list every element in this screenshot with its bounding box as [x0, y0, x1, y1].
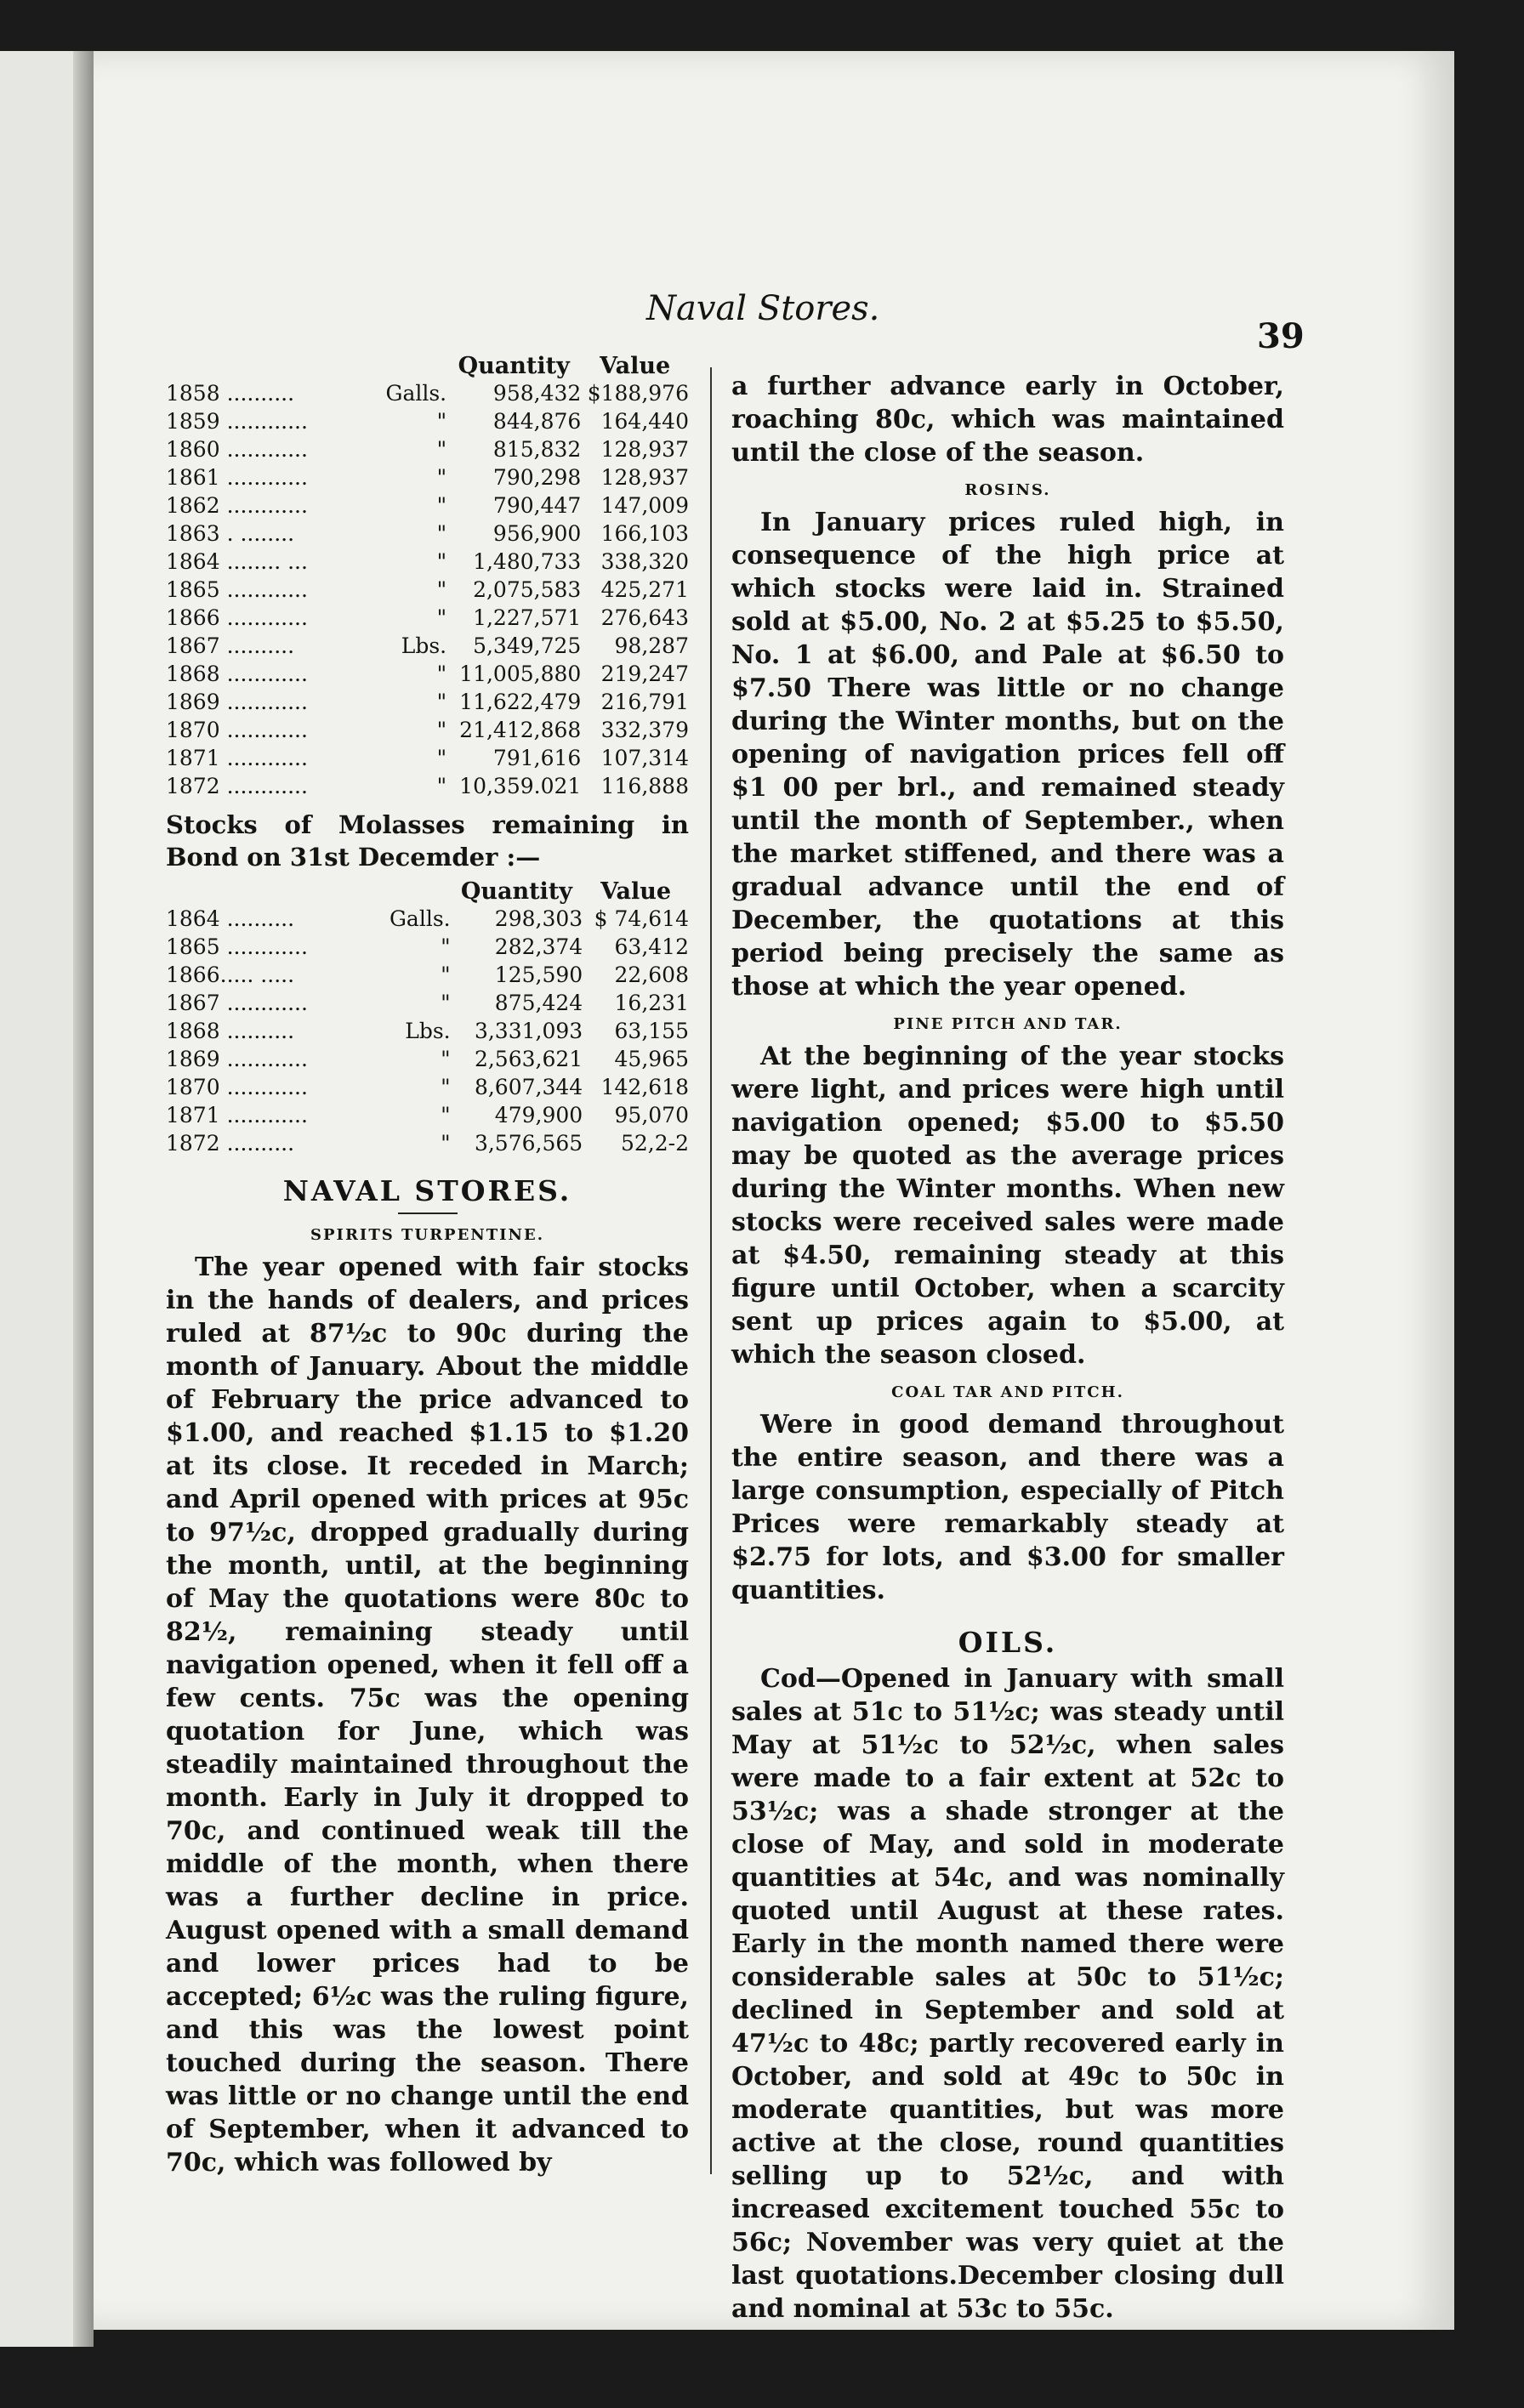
row-quantity: 3,331,093: [474, 1018, 583, 1043]
row-year: 1859 ............: [166, 408, 308, 434]
table-row: [166, 407, 689, 435]
header-year: [166, 353, 385, 379]
table-row: [166, 632, 689, 660]
row-year: 1866 ............: [166, 605, 308, 630]
table-row: [166, 688, 689, 716]
row-value: $188,976: [587, 380, 689, 406]
header-value: Value: [600, 878, 672, 905]
table-row: [166, 660, 689, 688]
page-number: 39: [1257, 316, 1305, 356]
row-quantity: 10,359.021: [459, 773, 582, 798]
row-value: 166,103: [600, 520, 689, 546]
table-row: [166, 1073, 689, 1101]
row-quantity: 1,480,733: [473, 548, 582, 574]
row-unit: ": [441, 934, 451, 959]
row-unit: ": [436, 745, 447, 770]
row-quantity: 11,622,479: [459, 689, 582, 714]
row-quantity: 1,227,571: [473, 605, 582, 630]
row-year: 1862 ............: [166, 492, 308, 518]
row-value: 128,937: [600, 464, 689, 490]
row-value: 52,2-2: [620, 1130, 689, 1156]
table-row: [166, 716, 689, 744]
section-title-oils: OILS.: [958, 1626, 1058, 1659]
row-year: 1869 ............: [166, 689, 308, 714]
row-value: 142,618: [600, 1074, 689, 1099]
row-unit: ": [441, 1046, 451, 1071]
table-row: [166, 905, 689, 933]
row-quantity: 958,432: [492, 380, 582, 406]
row-value: 95,070: [614, 1102, 689, 1127]
row-unit: ": [436, 436, 447, 462]
header-quantity: Quantity: [460, 878, 572, 905]
running-header: Naval Stores.: [646, 289, 880, 328]
row-year: 1868 ..........: [166, 1018, 295, 1043]
row-unit: ": [441, 1102, 451, 1127]
row-quantity: 790,298: [492, 464, 582, 490]
row-year: 1860 ............: [166, 436, 308, 462]
row-unit: ": [436, 661, 447, 686]
row-unit: ": [436, 576, 447, 602]
column-divider: [710, 367, 712, 2174]
row-unit: ": [436, 408, 447, 434]
row-quantity: 5,349,725: [473, 633, 582, 658]
row-quantity: 875,424: [494, 990, 583, 1015]
row-unit: ": [441, 1130, 451, 1156]
table-row: [166, 520, 689, 548]
row-quantity: 2,075,583: [473, 576, 582, 602]
row-quantity: 298,303: [494, 906, 583, 931]
header-year: [166, 878, 390, 905]
row-year: 1866..... .....: [166, 962, 295, 987]
row-value: 219,247: [600, 661, 689, 686]
row-unit: ": [436, 520, 447, 546]
row-quantity: 791,616: [492, 745, 582, 770]
table-row: [166, 463, 689, 491]
row-quantity: 956,900: [492, 520, 582, 546]
table-1-header: [166, 353, 689, 379]
title-rule: [398, 1213, 458, 1214]
table-row: [166, 1101, 689, 1129]
row-unit: ": [441, 1074, 451, 1099]
row-quantity: 21,412,868: [459, 717, 582, 742]
row-unit: ": [436, 464, 447, 490]
row-year: 1871 ............: [166, 1102, 308, 1127]
row-quantity: 479,900: [494, 1102, 583, 1127]
table-row: [166, 744, 689, 772]
table-row: [166, 1129, 689, 1157]
row-value: 216,791: [600, 689, 689, 714]
table-1: [166, 353, 689, 800]
row-quantity: 282,374: [494, 934, 583, 959]
table-2-caption: Stocks of Molasses remaining in Bond on 31st Decemder :—: [166, 810, 689, 872]
row-unit: ": [436, 717, 447, 742]
row-value: 116,888: [600, 773, 689, 798]
table-row: [166, 604, 689, 632]
row-quantity: 125,590: [494, 962, 583, 987]
row-quantity: 8,607,344: [474, 1074, 583, 1099]
row-quantity: 790,447: [492, 492, 582, 518]
header-quantity: Quantity: [458, 353, 570, 379]
table-row: [166, 933, 689, 961]
table-2-header: [166, 878, 689, 905]
row-unit: Lbs.: [401, 633, 447, 658]
table-row: [166, 772, 689, 800]
row-year: 1863 . ........: [166, 520, 295, 546]
row-unit: ": [436, 548, 447, 574]
header-unit: [390, 878, 451, 905]
table-2: [166, 878, 689, 1157]
row-year: 1870 ............: [166, 717, 308, 742]
spirits-turpentine-continued: a further advance early in October, roaching 80c, which was maintained until the close of the season.: [731, 372, 1284, 468]
row-value: 45,965: [614, 1046, 689, 1071]
row-unit: ": [436, 689, 447, 714]
pine-pitch-text: At the beginning of the year stocks were light, and prices were high until navigation opened; $5.00 to $5.50 may be quoted as the average prices during the Winter months. When new stocks were received sales were made at $4.50, remaining steady at this figure until October, when a scarcity sent up prices again to $5.00, at which the season closed.: [731, 1042, 1284, 1370]
row-value: 22,608: [614, 962, 689, 987]
table-row: [166, 548, 689, 576]
row-year: 1861 ............: [166, 464, 308, 490]
row-year: 1872 ..........: [166, 1130, 295, 1156]
table-row: [166, 491, 689, 520]
table-row: [166, 1045, 689, 1073]
row-year: 1870 ............: [166, 1074, 308, 1099]
row-value: $ 74,614: [594, 906, 689, 931]
row-year: 1865 ............: [166, 576, 308, 602]
rosins-text: In January prices ruled high, in consequence of the high price at which stocks were laid in. Strained sold at $5.00, No. 2 at $5.25 to $5.50, No. 1 at $6.00, and Pale at $6.50 to $7.50 There was little or no change during the Winter months, but on the opening of navigation prices fell off $1 00 per brl., and remained steady until the month of September., when the market stiffened, and there was a gradual advance until the end of December, the quotations at this period being precisely the same as those at which the year opened.: [731, 508, 1284, 1002]
row-value: 107,314: [600, 745, 689, 770]
row-year: 1867 ............: [166, 990, 308, 1015]
row-value: 128,937: [600, 436, 689, 462]
section-title-naval-stores: NAVAL STORES.: [282, 1174, 572, 1207]
table-row: [166, 961, 689, 989]
row-unit: Lbs.: [405, 1018, 451, 1043]
header-unit: [385, 353, 446, 379]
right-column: [731, 370, 1284, 2326]
row-quantity: 815,832: [492, 436, 582, 462]
row-value: 338,320: [600, 548, 689, 574]
row-quantity: 11,005,880: [459, 661, 582, 686]
table-row: [166, 989, 689, 1017]
row-value: 164,440: [600, 408, 689, 434]
row-value: 276,643: [600, 605, 689, 630]
row-year: 1871 ............: [166, 745, 308, 770]
coal-tar-text: Were in good demand throughout the entire season, and there was a large consumption, especially of Pitch Prices were remarkably steady at $2.75 for lots, and $3.00 for smaller quantities.: [731, 1410, 1284, 1605]
row-unit: Galls.: [389, 906, 451, 931]
left-column: [166, 353, 689, 2179]
facing-page-edge: [0, 51, 94, 2347]
row-year: 1858 ..........: [166, 380, 295, 406]
row-value: 98,287: [614, 633, 689, 658]
row-unit: Galls.: [385, 380, 447, 406]
row-quantity: 844,876: [492, 408, 582, 434]
row-quantity: 2,563,621: [474, 1046, 583, 1071]
row-value: 16,231: [614, 990, 689, 1015]
table-row: [166, 435, 689, 463]
row-year: 1867 ..........: [166, 633, 295, 658]
subheading-coal-tar: COAL TAR AND PITCH.: [891, 1383, 1124, 1401]
row-value: 63,155: [614, 1018, 689, 1043]
row-unit: ": [441, 962, 451, 987]
row-year: 1865 ............: [166, 934, 308, 959]
subheading-pine-pitch-tar: PINE PITCH AND TAR.: [893, 1015, 1123, 1033]
row-unit: ": [436, 605, 447, 630]
row-value: 332,379: [600, 717, 689, 742]
row-year: 1872 ............: [166, 773, 308, 798]
row-unit: ": [436, 492, 447, 518]
table-row: [166, 1017, 689, 1045]
row-value: 147,009: [600, 492, 689, 518]
row-quantity: 3,576,565: [474, 1130, 583, 1156]
row-unit: ": [441, 990, 451, 1015]
table-row: [166, 379, 689, 407]
row-unit: ": [436, 773, 447, 798]
row-year: 1864 ..........: [166, 906, 295, 931]
subheading-rosins: ROSINS.: [964, 481, 1051, 499]
subheading-spirits-turpentine: SPIRITS TURPENTINE.: [310, 1226, 544, 1244]
row-year: 1864 ........ ...: [166, 548, 308, 574]
row-value: 63,412: [614, 934, 689, 959]
spirits-turpentine-text: The year opened with fair stocks in the hands of dealers, and prices ruled at 87½c to 90c during the month of January. About the middle of February the price advanced to $1.00, and reached $1.15 to $1.20 at its close. It receded in March; and April opened with prices at 95c to 97½c, dropped gradually during the month, until, at the beginning of May the quotations were 80c to 82½, remaining steady until navigation opened, when it fell off a few cents. 75c was the opening quotation for June, which was steadily maintained throughout the month. Early in July it dropped to 70c, and continued weak till the middle of the month, when there was a further decline in price. August opened with a small demand and lower prices had to be accepted; 6½c was the ruling figure, and this was the lowest point touched during the season. There was little or no change until the end of September, when it advanced to 70c, which was followed by: [166, 1252, 689, 2178]
header-value: Value: [600, 353, 671, 379]
table-row: [166, 576, 689, 604]
cod-oil-text: Cod—Opened in January with small sales at 51c to 51½c; was steady until May at 51½c to 52½c, when sales were made to a fair extent at 52c to 53½c; was a shade stronger at the close of May, and sold in moderate quantities at 54c, and was nominally quoted until August at these rates. Early in the month named there were considerable sales at 50c to 51½c; declined in September and sold at 47½c to 48c; partly recovered early in October, and sold at 49c to 50c in moderate quantities, but was more active at the close, round quantities selling up to 52½c, and with increased excitement touched 55c to 56c; November was very quiet at the last quotations.December closing dull and nominal at 53c to 55c.: [731, 1664, 1284, 2324]
row-year: 1869 ............: [166, 1046, 308, 1071]
row-year: 1868 ............: [166, 661, 308, 686]
row-value: 425,271: [600, 576, 689, 602]
